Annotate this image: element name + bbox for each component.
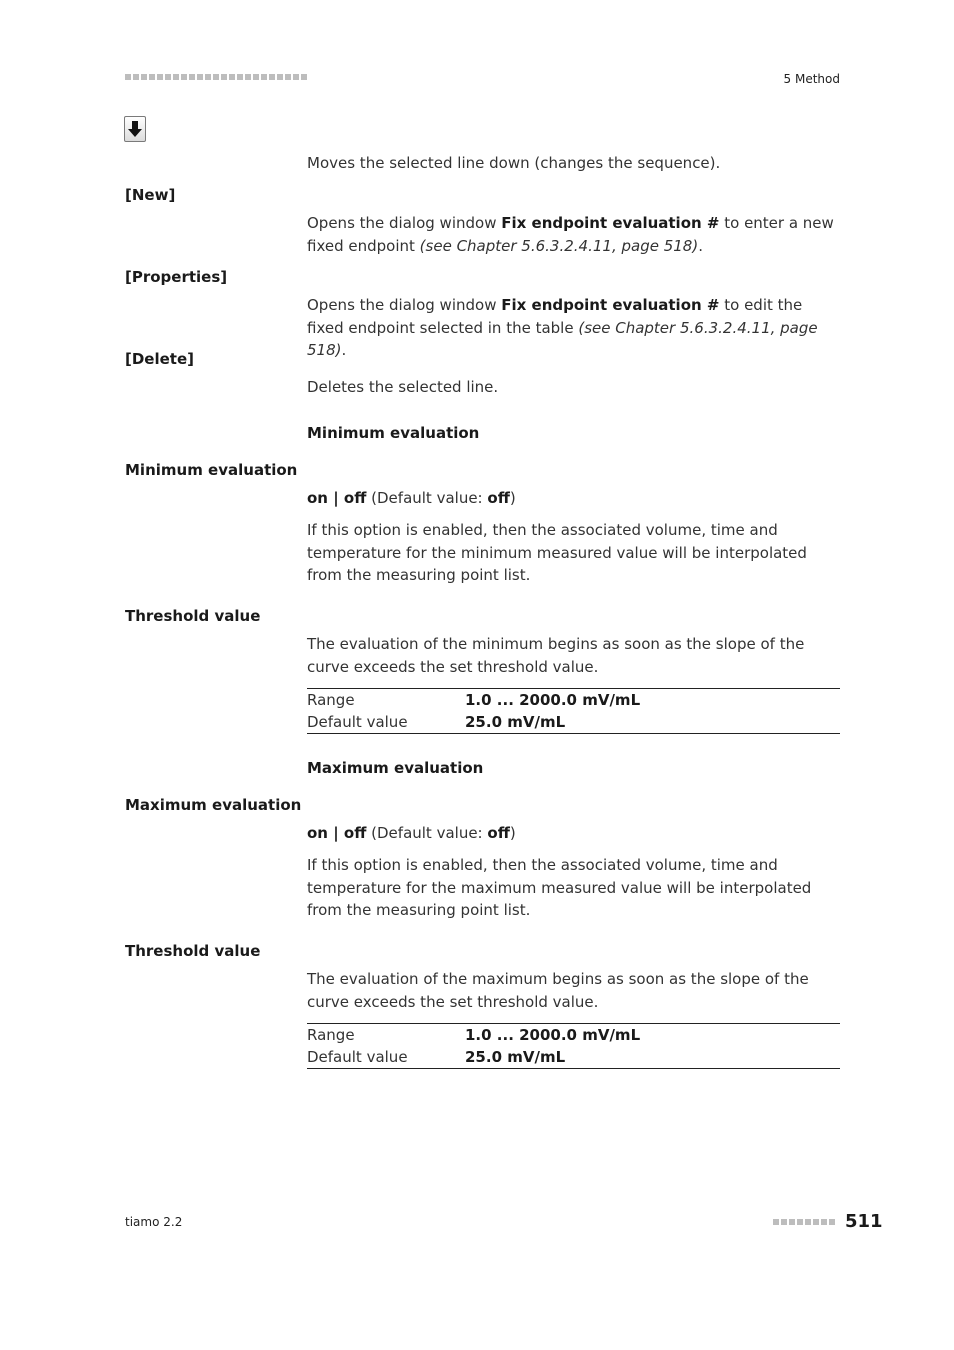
arrow-down-icon [128, 121, 142, 138]
header-decoration [125, 74, 307, 82]
table-row [307, 1046, 840, 1068]
properties-chapter-link[interactable]: (see Chapter 5.6.3.2.4.11, page 518) [307, 318, 818, 359]
table-value: 1.0 ... 2000.0 mV/mL [465, 691, 641, 709]
min-eval-desc: If this option is enabled, then the associated volume, time and temperature for the minimum measured value will be interpolated from the measuring point list. [307, 521, 807, 584]
table-key: Range [307, 1026, 355, 1044]
properties-label: [Properties] [125, 268, 228, 286]
max-threshold-desc: The evaluation of the maximum begins as soon as the slope of the curve exceeds the set threshold value. [307, 970, 809, 1011]
table-value: 25.0 mV/mL [465, 713, 566, 731]
table-row [307, 689, 840, 711]
table-value: 1.0 ... 2000.0 mV/mL [465, 1026, 641, 1044]
min-threshold-label: Threshold value [125, 607, 261, 625]
max-section-title: Maximum evaluation [307, 759, 484, 777]
page-number: 511 [845, 1211, 883, 1232]
min-threshold-desc: The evaluation of the minimum begins as soon as the slope of the curve exceeds the set threshold value. [307, 635, 805, 676]
table-key: Default value [307, 1048, 408, 1066]
table-row [307, 711, 840, 733]
max-eval-options: on | off (Default value: off) [307, 824, 516, 842]
min-eval-options: on | off (Default value: off) [307, 489, 516, 507]
move-down-desc: Moves the selected line down (changes the sequence). [307, 154, 721, 172]
new-label: [New] [125, 186, 176, 204]
max-threshold-table [307, 1023, 840, 1069]
delete-desc: Deletes the selected line. [307, 378, 499, 396]
move-down-button[interactable] [124, 116, 146, 142]
table-key: Range [307, 691, 355, 709]
new-desc: Opens the dialog window Fix endpoint evaluation # to enter a new fixed endpoint (see Chapter 5.6.3.2.4.11, page 518). [307, 214, 834, 255]
footer-product: tiamo 2.2 [125, 1215, 183, 1229]
min-threshold-table [307, 688, 840, 734]
max-eval-label: Maximum evaluation [125, 796, 302, 814]
footer-decoration [773, 1219, 839, 1227]
delete-label: [Delete] [125, 350, 194, 368]
min-section-title: Minimum evaluation [307, 424, 480, 442]
min-eval-label: Minimum evaluation [125, 461, 298, 479]
table-key: Default value [307, 713, 408, 731]
max-eval-desc: If this option is enabled, then the associated volume, time and temperature for the maximum measured value will be interpolated from the measuring point list. [307, 856, 812, 919]
properties-desc: Opens the dialog window Fix endpoint evaluation # to edit the fixed endpoint selected in the table (see Chapter 5.6.3.2.4.11, page 518). [307, 296, 818, 359]
max-threshold-label: Threshold value [125, 942, 261, 960]
header-section: 5 Method [783, 72, 840, 86]
new-chapter-link[interactable]: (see Chapter 5.6.3.2.4.11, page 518) [419, 236, 699, 255]
table-value: 25.0 mV/mL [465, 1048, 566, 1066]
table-row [307, 1024, 840, 1046]
